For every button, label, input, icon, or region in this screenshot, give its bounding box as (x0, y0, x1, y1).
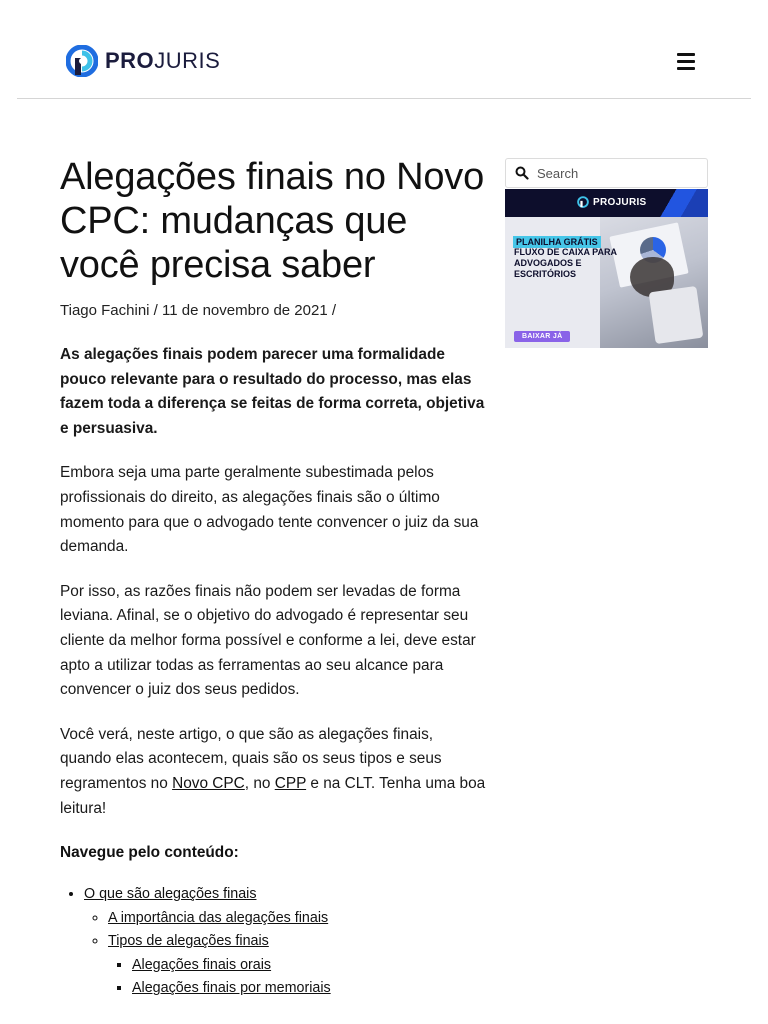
projuris-logo-icon (577, 196, 589, 208)
article-paragraph-3: Você verá, neste artigo, o que são as alegações finais, quando elas acontecem, quais são os seus tipos e seus regramentos no Novo CPC, no CPP e na CLT. Tenha uma boa leitura! (60, 725, 486, 817)
article-paragraph-2: Por isso, as razões finais não podem ser levadas de forma leviana. Afinal, se o objetivo do advogado é representar seu cliente da melhor forma possível e conforme a lei, deve estar apto a utilizar todas as ferramentas ao seu alcance para convencer o juiz dos seus pedidos. (60, 582, 476, 699)
toc-title: Navegue pelo conteúdo: (60, 844, 239, 862)
logo-text: PROJURIS (105, 48, 221, 73)
toc-item (132, 954, 488, 978)
toc-item (108, 907, 488, 931)
toc-link-tipos[interactable]: Tipos de alegações finais (108, 933, 269, 950)
banner-tag: PLANILHA GRÁTIS (513, 236, 601, 248)
novo-cpc-link[interactable]: Novo CPC (172, 774, 245, 792)
sidebar (505, 158, 708, 348)
toc-link-orais[interactable]: Alegações finais orais (132, 956, 272, 973)
search-icon[interactable] (515, 166, 529, 180)
article-paragraph-1: Embora seja uma parte geralmente subestimada pelos profissionais do direito, as alegações finais são o último momento para que o advogado tente convencer o juiz da sua demanda. (60, 464, 479, 556)
header-divider (17, 98, 751, 99)
table-of-contents (60, 883, 488, 1001)
banner-logo: PROJURIS (577, 196, 647, 208)
banner-cta-button[interactable]: BAIXAR JÁ (514, 331, 570, 342)
toc-item (84, 883, 488, 1001)
toc-link-memoriais[interactable]: Alegações finais por memoriais (132, 980, 331, 997)
search-box (505, 158, 708, 188)
article (60, 155, 488, 1001)
banner-topbar (505, 189, 708, 217)
article-meta: Tiago Fachini / 11 de novembro de 2021 / (60, 302, 337, 319)
site-header (0, 0, 768, 99)
projuris-logo[interactable] (66, 44, 220, 78)
banner-headline: FLUXO DE CAIXA PARA ADVOGADOS E ESCRITÓRIOS (514, 247, 617, 279)
projuris-logo-icon (66, 45, 98, 77)
toc-item (132, 977, 488, 1001)
cpp-link[interactable]: CPP (274, 774, 307, 792)
promo-banner[interactable] (505, 189, 708, 348)
toc-link-o-que-sao[interactable]: O que são alegações finais (84, 886, 257, 903)
toc-item (108, 930, 488, 1001)
hamburger-menu-icon[interactable] (677, 52, 696, 70)
page-title: Alegações finais no Novo CPC: mudanças que você precisa saber (60, 156, 485, 286)
banner-photo (600, 217, 708, 348)
article-lead: As alegações finais podem parecer uma formalidade pouco relevante para o resultado do processo, mas elas fazem toda a diferença se feitas de forma correta, objetiva e persuasiva. (60, 346, 485, 437)
search-input[interactable] (535, 165, 699, 182)
toc-link-importancia[interactable]: A importância das alegações finais (108, 909, 329, 926)
